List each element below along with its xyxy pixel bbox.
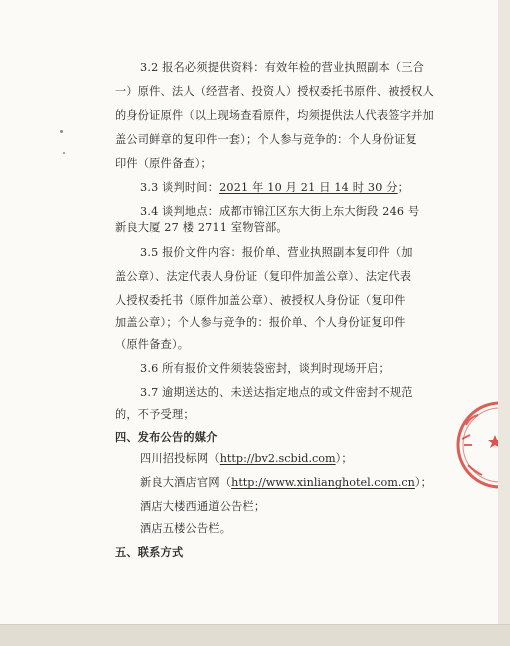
- media-item-fifth-floor-board: 酒店五楼公告栏。: [140, 522, 232, 535]
- item-3-2-line-4: 盖公司鲜章的复印件一套）；个人参与竞争的：个人身份证复: [115, 133, 417, 146]
- media-item-hotel-site: [140, 476, 432, 490]
- item-3-4-line-2: 新良大厦 27 楼 2711 室物管部。: [115, 221, 288, 234]
- scbid-link[interactable]: http://bv2.scbid.com: [219, 452, 336, 465]
- section-4-heading: 四、发布公告的媒介: [115, 430, 218, 444]
- hotel-site-link[interactable]: http://www.xinlianghotel.com.cn: [231, 476, 415, 489]
- item-3-2-line-3: 的身份证原件（以上现场查看原件，均须提供法人代表签字并加: [115, 109, 434, 122]
- item-3-5-line-5: （原件备查）。: [115, 338, 190, 351]
- item-3-2-line-5: 印件（原件备查）；: [115, 157, 212, 170]
- media-1-prefix: 四川招投标网（: [140, 452, 220, 465]
- scan-bottom-border: [0, 624, 510, 646]
- item-3-2-line-1: 3.2 报名必须提供资料：有效年检的营业执照副本（三合: [140, 61, 425, 74]
- media-1-suffix: ）；: [335, 452, 353, 465]
- scan-speck: [63, 152, 65, 154]
- section-5-heading: 五、联系方式: [115, 545, 184, 559]
- media-item-west-board: 酒店大楼西通道公告栏；: [140, 500, 266, 513]
- item-3-7-line-1: 3.7 逾期送达的、未送达指定地点的或文件密封不规范: [140, 386, 413, 399]
- media-2-prefix: 新良大酒店官网（: [140, 476, 232, 489]
- item-3-5-line-1: 3.5 报价文件内容：报价单、营业执照副本复印件（加: [140, 246, 413, 259]
- item-3-3-prefix: 3.3 谈判时间：: [140, 181, 220, 194]
- item-3-2-line-2: 一）原件、法人（经营者、投资人）授权委托书原件、被授权人: [115, 85, 434, 98]
- item-3-3-suffix: ；: [397, 181, 410, 194]
- page-edge-shadow: [498, 0, 510, 645]
- item-3-3-line: [140, 181, 409, 195]
- negotiation-time: 2021 年 10 月 21 日 14 时 30 分: [219, 181, 398, 194]
- item-3-5-line-4: 加盖公章）；个人参与竞争的：报价单、个人身份证复印件: [115, 316, 406, 329]
- item-3-6-line-1: 3.6 所有报价文件须装袋密封，谈判时现场开启；: [140, 362, 390, 375]
- item-3-7-line-2: 的，不予受理；: [115, 408, 195, 421]
- item-3-5-line-2: 盖公章）、法定代表人身份证（复印件加盖公章）、法定代表: [115, 270, 412, 283]
- media-2-suffix: ）；: [414, 476, 433, 489]
- item-3-4-line-1: 3.4 谈判地点：成都市锦江区东大街上东大街段 246 号: [140, 205, 420, 218]
- scan-speck: [60, 130, 63, 133]
- media-item-scbid: [140, 452, 353, 466]
- item-3-5-line-3: 人授权委托书（原件加盖公章）、被授权人身份证（复印件: [115, 294, 406, 307]
